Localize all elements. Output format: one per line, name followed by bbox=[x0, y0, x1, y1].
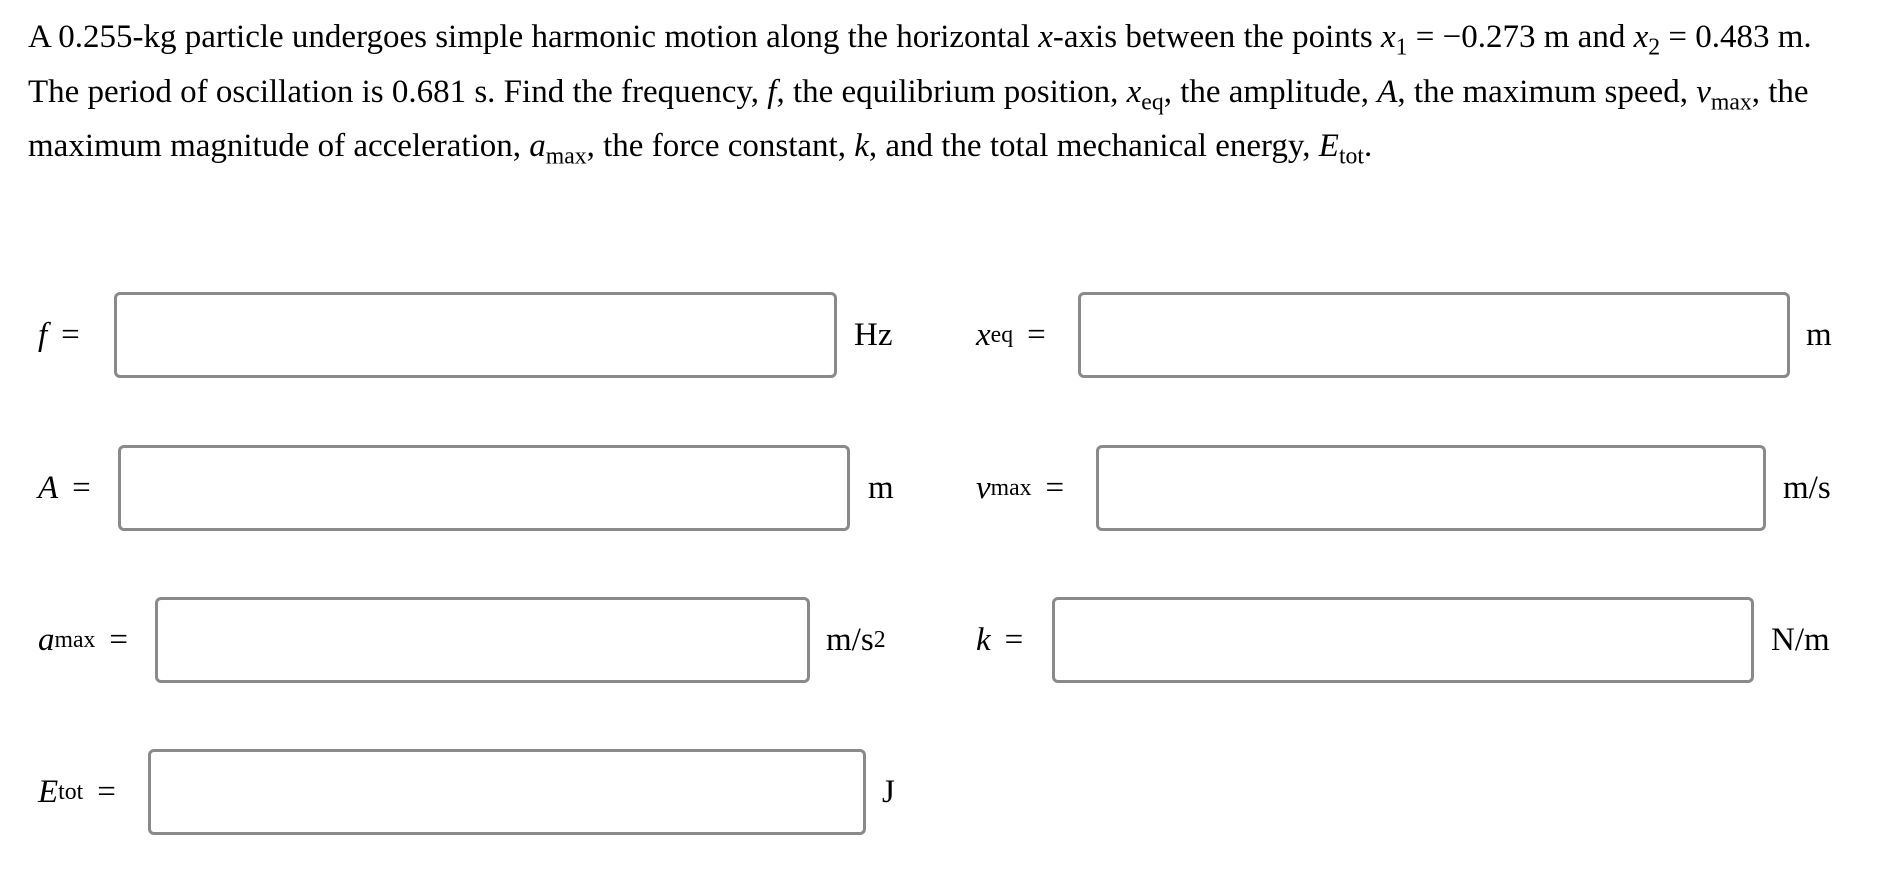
unit-vmax bbox=[1783, 445, 1831, 531]
unit-text: m bbox=[1806, 316, 1832, 353]
max-speed-input[interactable] bbox=[1096, 445, 1766, 531]
unit-Etot bbox=[882, 749, 895, 835]
var-vmax: v bbox=[1696, 73, 1711, 110]
unit-text: N/m bbox=[1771, 621, 1830, 658]
unit-amax: m/s 2 bbox=[826, 621, 886, 658]
problem-text: , the maximum magnitude of acceleration, bbox=[28, 73, 1809, 164]
label-var: A bbox=[38, 469, 59, 506]
var-k: k bbox=[854, 128, 869, 164]
problem-text: , the force constant, bbox=[586, 128, 855, 164]
var-f: f bbox=[767, 73, 777, 110]
label-var: E bbox=[38, 773, 59, 810]
var-Etot: E bbox=[1318, 128, 1339, 164]
unit-text: m/s bbox=[1783, 469, 1831, 506]
equals-sign: = bbox=[1045, 469, 1065, 506]
label-var: x bbox=[976, 316, 991, 353]
problem-text: , the maximum speed, bbox=[1397, 73, 1697, 110]
equals-sign: = bbox=[1027, 316, 1046, 353]
label-xeq: x eq = bbox=[976, 316, 1046, 353]
label-var: f bbox=[38, 316, 48, 353]
problem-text: . bbox=[1364, 128, 1373, 164]
answer-row-vmax bbox=[0, 445, 1900, 531]
problem-text: = −0.273 m and bbox=[1407, 19, 1634, 55]
answer-row-xeq bbox=[0, 292, 1900, 378]
equals-sign: = bbox=[97, 773, 116, 810]
var-amax: a bbox=[529, 128, 546, 164]
force-constant-input[interactable] bbox=[1052, 597, 1754, 683]
unit-text: m/s bbox=[826, 621, 874, 658]
var-Etot-subscript: tot bbox=[1338, 143, 1365, 170]
equals-sign: = bbox=[1004, 621, 1024, 658]
var-x1-subscript: 1 bbox=[1395, 34, 1408, 61]
label-vmax: v max = bbox=[976, 469, 1065, 506]
var-x: x bbox=[1038, 19, 1053, 55]
label-amax: a max = bbox=[38, 621, 129, 658]
var-x2: x bbox=[1633, 19, 1649, 55]
var-xeq: x bbox=[1126, 73, 1142, 110]
problem-text: , and the total mechanical energy, bbox=[868, 128, 1319, 164]
problem-text: = 0.483 m. The period of oscillation is 0.681 s. Find the frequency, bbox=[28, 19, 1812, 110]
var-x1: x bbox=[1381, 19, 1396, 55]
unit-text: m bbox=[868, 469, 894, 506]
var-amax-subscript: max bbox=[545, 143, 587, 170]
var-vmax-subscript: max bbox=[1710, 89, 1752, 116]
label-var: k bbox=[976, 621, 991, 658]
equilibrium-position-input[interactable] bbox=[1078, 292, 1790, 378]
label-var: v bbox=[976, 469, 991, 506]
problem-text: , the amplitude, bbox=[1163, 73, 1378, 110]
unit-text: J bbox=[882, 773, 895, 810]
var-x2-subscript: 2 bbox=[1648, 34, 1661, 61]
problem-text: , the equilibrium position, bbox=[776, 73, 1127, 110]
total-energy-input[interactable] bbox=[148, 749, 866, 835]
answer-row-k bbox=[0, 597, 1900, 683]
equals-sign: = bbox=[109, 621, 129, 658]
unit-text: Hz bbox=[854, 316, 893, 353]
label-k bbox=[976, 597, 1023, 683]
problem-text: A 0.255-kg particle undergoes simple harmonic motion along the horizontal bbox=[28, 19, 1039, 55]
var-A: A bbox=[1377, 73, 1398, 110]
problem-statement bbox=[28, 10, 1858, 174]
label-var: a bbox=[38, 621, 55, 658]
problem-text: -axis between the points bbox=[1052, 19, 1382, 55]
var-xeq-subscript: eq bbox=[1141, 89, 1164, 116]
equals-sign: = bbox=[61, 316, 80, 353]
unit-k bbox=[1771, 597, 1830, 683]
answer-row-Etot bbox=[0, 749, 920, 835]
label-Etot: E tot = bbox=[38, 773, 116, 810]
unit-xeq bbox=[1806, 292, 1832, 378]
equals-sign: = bbox=[72, 469, 91, 506]
